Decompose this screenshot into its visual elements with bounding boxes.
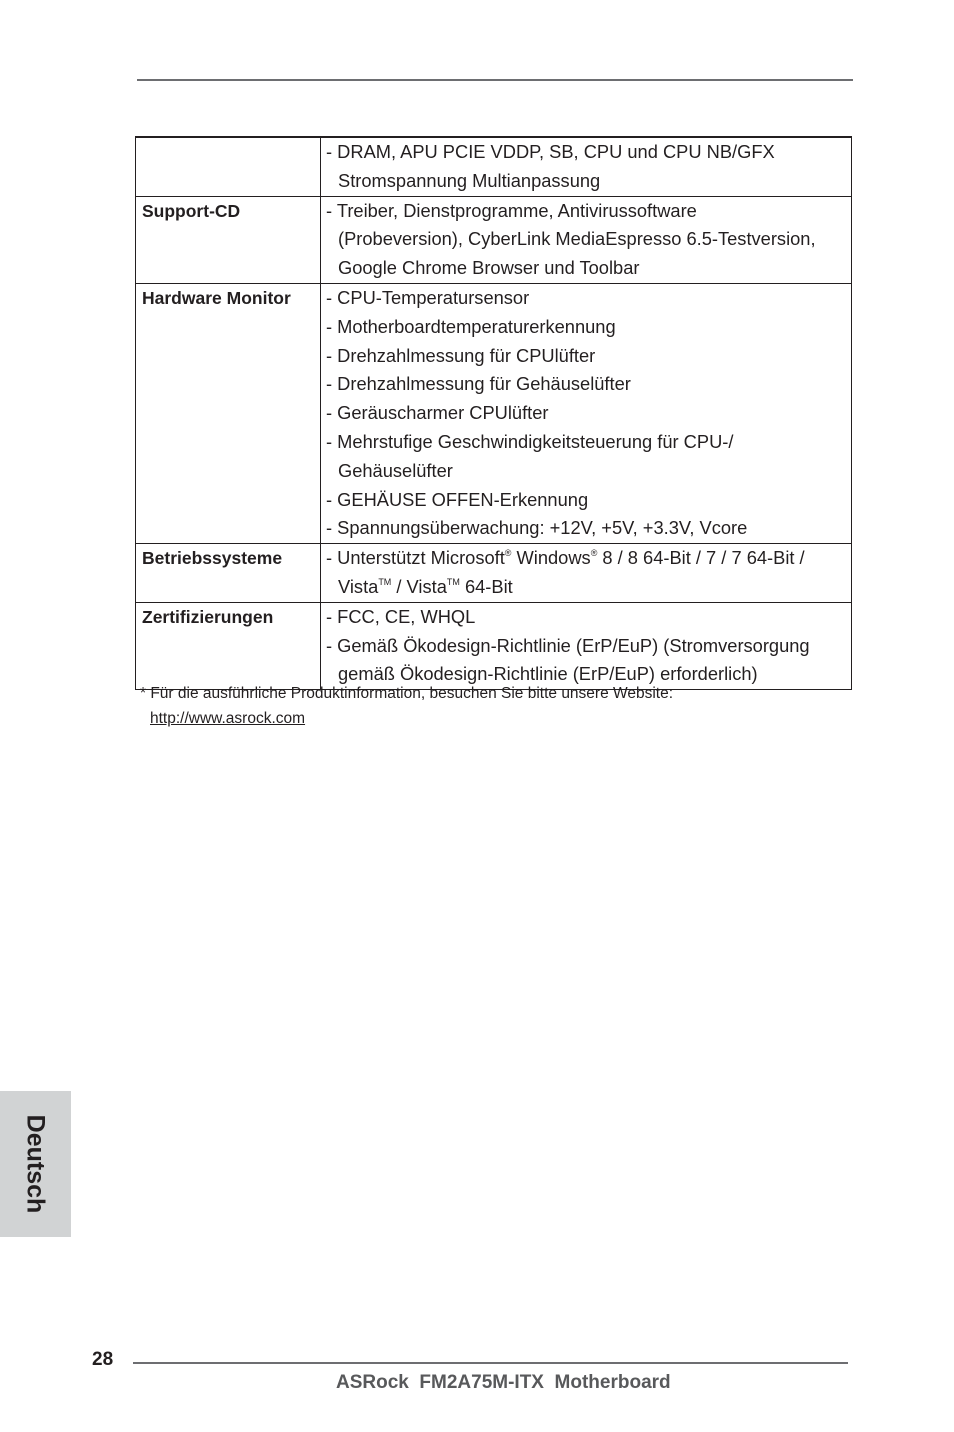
spec-line: - Spannungsüberwachung: +12V, +5V, +3.3V, Vcore bbox=[326, 517, 748, 539]
registered-mark: ® bbox=[504, 548, 512, 559]
row-value-cell bbox=[321, 196, 852, 283]
table-row bbox=[136, 602, 852, 689]
row-label-cell bbox=[136, 283, 321, 543]
os-support-line bbox=[321, 544, 851, 573]
row-value-cell bbox=[321, 283, 852, 543]
specification-table bbox=[135, 136, 852, 690]
trademark-mark: TM bbox=[378, 576, 392, 587]
spec-line: - Mehrstufige Geschwindigkeitsteuerung für CPU-/ bbox=[326, 430, 734, 452]
table-row bbox=[136, 283, 852, 543]
language-tab bbox=[0, 1091, 71, 1237]
header-rule bbox=[137, 79, 853, 81]
spec-line: Google Chrome Browser und Toolbar bbox=[338, 257, 640, 279]
row-label-cell bbox=[136, 137, 321, 196]
footer-title: ASRock FM2A75M-ITX Motherboard bbox=[336, 1372, 671, 1393]
spec-line: - GEHÄUSE OFFEN-Erkennung bbox=[326, 488, 589, 510]
os-support-line bbox=[321, 573, 851, 602]
spec-line: gemäß Ökodesign-Richtlinie (ErP/EuP) erforderlich) bbox=[338, 663, 758, 685]
page-number: 28 bbox=[92, 1349, 114, 1370]
spec-line: - Geräuscharmer CPUlüfter bbox=[326, 402, 549, 424]
spec-line: (Probeversion), CyberLink MediaEspresso 6.5-Testversion, bbox=[338, 228, 816, 250]
spec-line: - DRAM, APU PCIE VDDP, SB, CPU und CPU NB/GFX bbox=[326, 141, 775, 162]
table-row bbox=[136, 544, 852, 603]
spec-line: - Gemäß Ökodesign-Richtlinie (ErP/EuP) (Stromversorgung bbox=[326, 634, 810, 656]
row-label: Zertifizierungen bbox=[142, 606, 274, 627]
row-value-cell bbox=[321, 137, 852, 196]
spec-line: - FCC, CE, WHQL bbox=[326, 605, 476, 627]
row-label-cell bbox=[136, 196, 321, 283]
row-label: Betriebssysteme bbox=[142, 548, 283, 569]
spec-line: - Drehzahlmessung für Gehäuselüfter bbox=[326, 373, 631, 395]
row-label: Support-CD bbox=[142, 200, 241, 221]
row-label-cell bbox=[136, 544, 321, 603]
os-text: 8 / 8 64-Bit / 7 / 7 64-Bit / bbox=[597, 547, 805, 569]
row-value-cell bbox=[321, 602, 852, 689]
os-text: - Unterstützt Microsoft bbox=[326, 547, 505, 569]
os-text: 64-Bit bbox=[459, 575, 513, 597]
table-row bbox=[136, 137, 852, 196]
row-value-cell bbox=[321, 544, 852, 603]
spec-line: Stromspannung Multianpassung bbox=[338, 169, 601, 191]
spec-line: - CPU-Temperatursensor bbox=[326, 286, 530, 308]
spec-line: - Motherboardtemperaturerkennung bbox=[326, 315, 616, 337]
website-link[interactable]: http://www.asrock.com bbox=[150, 710, 306, 727]
spec-line: - Treiber, Dienstprogramme, Antivirussoftware bbox=[326, 199, 697, 221]
language-label: Deutsch bbox=[21, 1114, 50, 1214]
row-label-cell bbox=[136, 602, 321, 689]
spec-line: Gehäuselüfter bbox=[338, 459, 453, 481]
footer-rule bbox=[133, 1362, 848, 1364]
trademark-mark: TM bbox=[446, 576, 460, 587]
table-row bbox=[136, 196, 852, 283]
os-text: Vista bbox=[338, 575, 379, 597]
footnote: * Für die ausführliche Produktinformation, besuchen Sie bitte unsere Website: bbox=[140, 685, 674, 702]
spec-line: - Drehzahlmessung für CPUlüfter bbox=[326, 344, 596, 366]
row-label: Hardware Monitor bbox=[142, 287, 291, 308]
registered-mark: ® bbox=[590, 548, 598, 559]
os-text: Windows bbox=[511, 547, 591, 569]
os-text: / Vista bbox=[391, 575, 447, 597]
